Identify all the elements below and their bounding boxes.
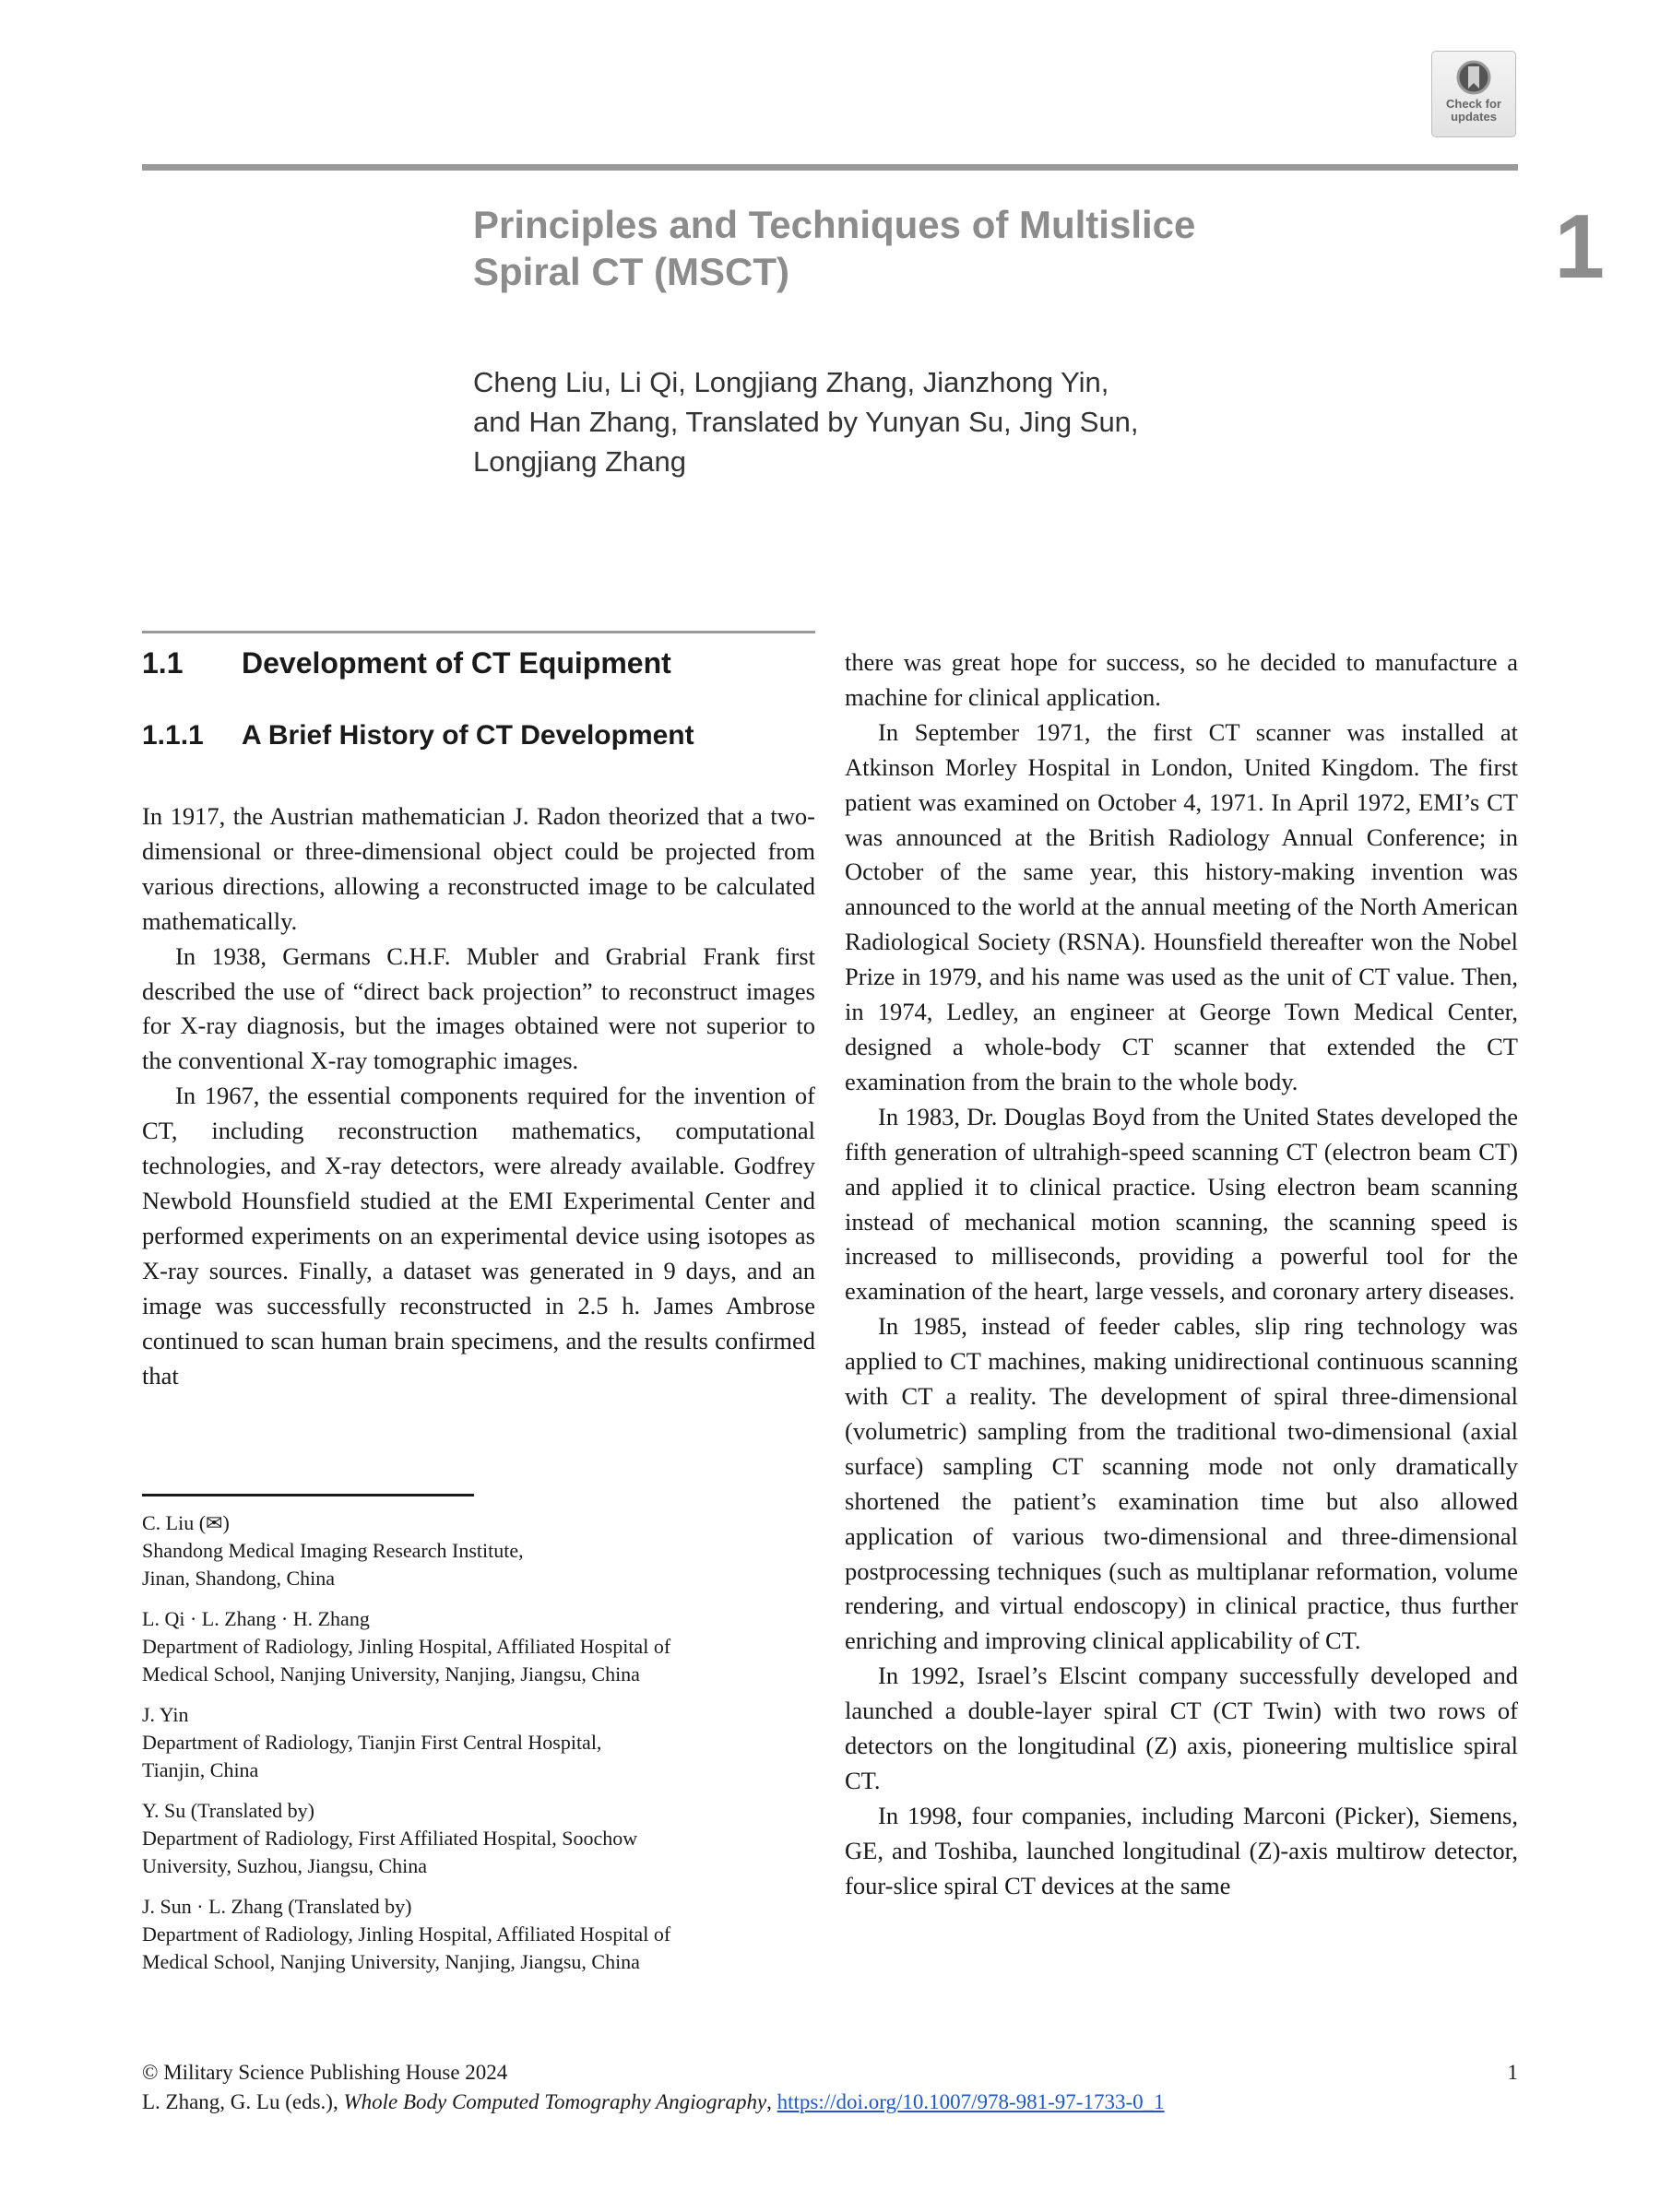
affiliation-line: Department of Radiology, First Affiliated Hospital, Soochow xyxy=(142,1827,638,1850)
copyright-line: © Military Science Publishing House 2024 xyxy=(142,2061,508,2084)
chapter-title-line1: Principles and Techniques of Multislice xyxy=(473,203,1196,246)
section-number: 1.1 xyxy=(142,646,184,680)
page-footer xyxy=(142,2058,1518,2117)
right-column xyxy=(845,645,1518,1904)
doi-link[interactable]: https://doi.org/10.1007/978-981-97-1733-0_1 xyxy=(777,2090,1165,2113)
affiliation-line: Tianjin, China xyxy=(142,1758,259,1781)
body-paragraph: In 1938, Germans C.H.F. Mubler and Grabrial Frank first described the use of “direct back projection” to reconstruct images for X-ray diagnosis, but the images obtained were not superior to the conventional X-ray tomographic images. xyxy=(142,941,815,1075)
affiliation-name: L. Qi · L. Zhang · H. Zhang xyxy=(142,1607,370,1630)
body-paragraph: In 1998, four companies, including Marconi (Picker), Siemens, GE, and Toshiba, launched longitudinal (Z)-axis multirow detector, four-slice spiral CT devices at the same xyxy=(845,1801,1518,1899)
footnote-rule xyxy=(142,1494,474,1496)
affiliation-block xyxy=(142,1893,815,1976)
section-rule xyxy=(142,631,815,633)
page-number: 1 xyxy=(1507,2061,1518,2084)
citation-editors: L. Zhang, G. Lu (eds.), xyxy=(142,2090,344,2113)
left-column xyxy=(142,631,815,1393)
section-title: Development of CT Equipment xyxy=(242,646,671,680)
chapter-number: 1 xyxy=(1554,195,1605,297)
body-paragraph: In 1967, the essential components required for the invention of CT, including reconstruction mathematics, computational technologies, and X-ray detectors, were already available. Godfrey Newbold Hounsfield studied at the EMI Experimental Center and performed experiments on an experimental device using isotopes as X-ray sources. Finally, a dataset was generated in 9 days, and an image was successfully reconstructed in 2.5 h. James Ambrose continued to scan human brain specimens, and the results confirmed that xyxy=(142,1082,815,1390)
affiliation-line: Medical School, Nanjing University, Nanjing, Jiangsu, China xyxy=(142,1662,640,1686)
affiliation-line: Medical School, Nanjing University, Nanjing, Jiangsu, China xyxy=(142,1950,640,1973)
chapter-authors xyxy=(473,362,1285,481)
affiliation-line: University, Suzhou, Jiangsu, China xyxy=(142,1854,427,1877)
body-paragraph: In 1983, Dr. Douglas Boyd from the United States developed the fifth generation of ultrahigh-speed scanning CT (electron beam CT) and applied it to clinical practice. Using electron beam scanning instead of mechanical motion scanning, the scanning speed is increased to milliseconds, providing a powerful tool for the examination of the heart, large vessels, and coronary artery diseases. xyxy=(845,1102,1518,1306)
badge-label-line2: updates xyxy=(1451,110,1497,124)
subsection-number: 1.1.1 xyxy=(142,720,204,751)
affiliation-block xyxy=(142,1797,815,1880)
body-paragraph: In 1985, instead of feeder cables, slip ring technology was applied to CT machines, making unidirectional continuous scanning with CT a reality. The development of spiral three-dimensional (volumetric) sampling from the traditional two-dimensional (axial surface) sampling CT scanning mode not only dramatically shortened the patient’s examination time but also allowed application of various two-dimensional and three-dimensional postprocessing techniques (such as multiplanar reformation, volume rendering, and virtual endoscopy) in clinical practice, thus further enriching and improving clinical applicability of CT. xyxy=(845,1312,1518,1655)
authors-line: Cheng Liu, Li Qi, Longjiang Zhang, Jianzhong Yin, xyxy=(473,366,1109,398)
citation-line xyxy=(142,2088,1518,2117)
body-paragraph: there was great hope for success, so he decided to manufacture a machine for clinical application. xyxy=(845,648,1518,711)
authors-line: Longjiang Zhang xyxy=(473,445,686,478)
authors-line: and Han Zhang, Translated by Yunyan Su, Jing Sun, xyxy=(473,406,1139,438)
affiliation-name: J. Sun · L. Zhang (Translated by) xyxy=(142,1895,412,1918)
body-paragraph: In 1917, the Austrian mathematician J. Radon theorized that a two-dimensional or three-dimensional object could be projected from various directions, allowing a reconstructed image to be calculated mathematically. xyxy=(142,802,815,935)
body-paragraph: In 1992, Israel’s Elscint company successfully developed and launched a double-layer spiral CT (CT Twin) with two rows of detectors on the longitudinal (Z) axis, pioneering multislice spiral CT. xyxy=(845,1662,1518,1794)
badge-label-line1: Check for xyxy=(1446,97,1501,111)
affiliation-name: C. Liu (✉) xyxy=(142,1511,230,1534)
affiliation-line: Shandong Medical Imaging Research Institute, xyxy=(142,1539,524,1562)
affiliation-name: J. Yin xyxy=(142,1703,189,1726)
affiliation-block xyxy=(142,1509,815,1592)
crossmark-icon xyxy=(1455,59,1492,96)
affiliation-block xyxy=(142,1605,815,1688)
affiliation-line: Jinan, Shandong, China xyxy=(142,1567,335,1590)
chapter-title-line2: Spiral CT (MSCT) xyxy=(473,250,789,293)
section-heading xyxy=(142,645,815,681)
subsection-title: A Brief History of CT Development xyxy=(242,720,694,751)
affiliations xyxy=(142,1509,815,1989)
affiliation-name: Y. Su (Translated by) xyxy=(142,1799,315,1822)
body-paragraph: In September 1971, the first CT scanner was installed at Atkinson Morley Hospital in London, United Kingdom. The first patient was examined on October 4, 1971. In April 1972, EMI’s CT was announced at the British Radiology Annual Conference; in October of the same year, this history-making invention was announced to the world at the annual meeting of the North American Radiological Society (RSNA). Hounsfield thereafter won the Nobel Prize in 1979, and his name was used as the unit of CT value. Then, in 1974, Ledley, an engineer at George Town Medical Center, designed a whole-body CT scanner that extended the CT examination from the brain to the whole body. xyxy=(845,717,1518,1095)
check-for-updates-badge[interactable] xyxy=(1431,51,1516,137)
book-title: Whole Body Computed Tomography Angiography xyxy=(343,2090,767,2113)
affiliation-line: Department of Radiology, Jinling Hospital, Affiliated Hospital of xyxy=(142,1635,671,1658)
chapter-top-rule xyxy=(142,164,1518,171)
chapter-title xyxy=(473,201,1303,295)
affiliation-block xyxy=(142,1701,815,1784)
citation-separator: , xyxy=(766,2090,777,2113)
affiliation-line: Department of Radiology, Tianjin First Central Hospital, xyxy=(142,1731,602,1754)
subsection-heading xyxy=(142,718,815,753)
affiliation-line: Department of Radiology, Jinling Hospital, Affiliated Hospital of xyxy=(142,1922,671,1946)
